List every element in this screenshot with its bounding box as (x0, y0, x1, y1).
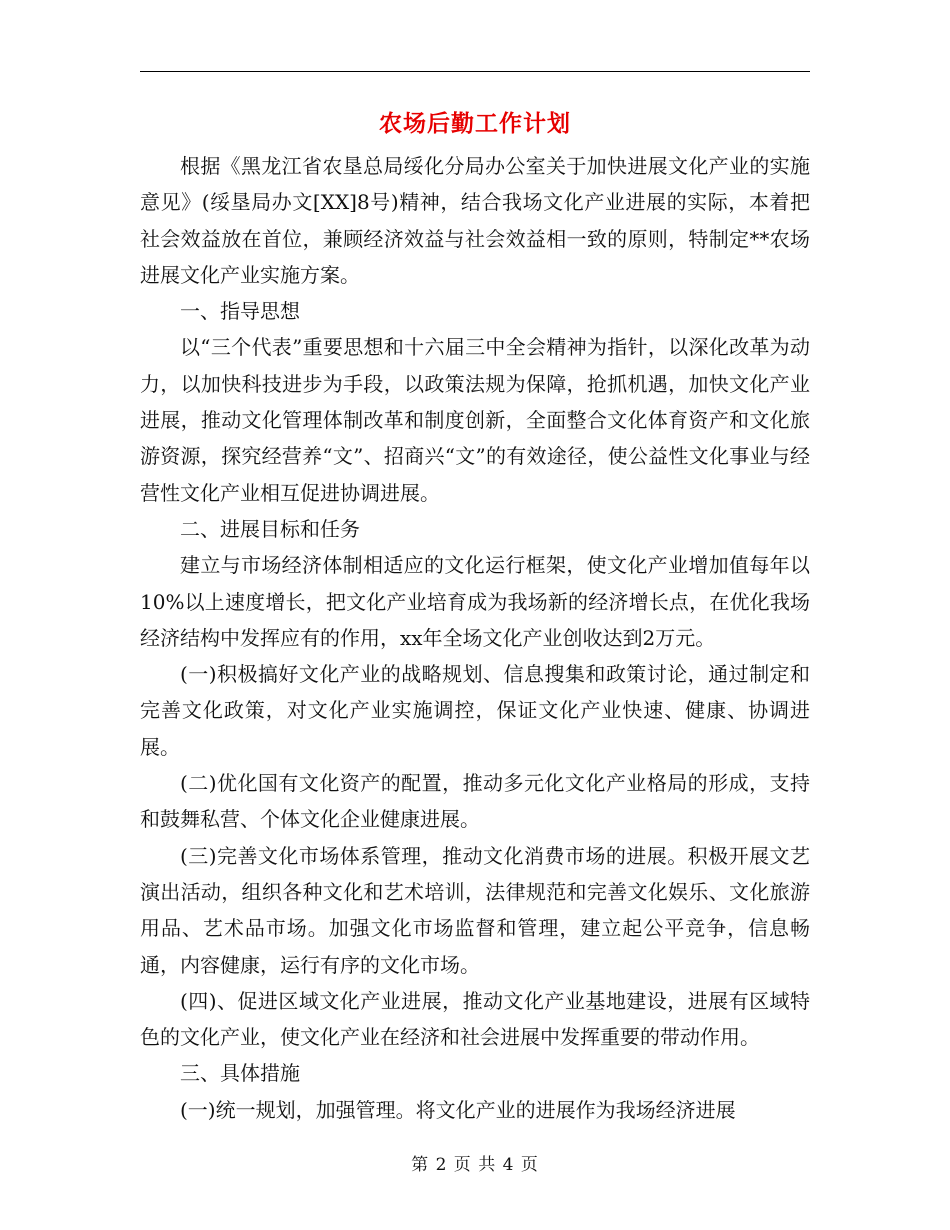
intro-paragraph: 根据《黑龙江省农垦总局绥化分局办公室关于加快进展文化产业的实施意见》(绥垦局办文[XX]8号)精神，结合我场文化产业进展的实际，本着把社会效益放在首位，兼顾经济效益与社会效益相一致的原则，特制定**农场进展文化产业实施方案。 (140, 154, 810, 287)
document-title: 农场后勤工作计划 (379, 110, 571, 137)
section-heading-measures: 三、具体措施 (180, 1061, 300, 1086)
goal-item-4: (四)、促进区域文化产业进展，推动文化产业基地建设，进展有区域特色的文化产业，使文化产业在经济和社会进展中发挥重要的带动作用。 (140, 988, 810, 1050)
guiding-ideology-paragraph: 以“三个代表”重要思想和十六届三中全会精神为指针，以深化改革为动力，以加快科技进步为手段，以政策法规为保障，抢抓机遇，加快文化产业进展，推动文化管理体制改革和制度创新，全面整合文化体育资产和文化旅游资源，探究经营养“文”、招商兴“文”的有效途径，使公益性文化事业与经营性文化产业相互促进协调进展。 (140, 335, 810, 505)
document-body (140, 148, 810, 1128)
header-rule (140, 71, 810, 72)
section-heading-guiding-ideology: 一、指导思想 (180, 299, 300, 324)
page-number-footer: 第 2 页 共 4 页 (411, 1155, 539, 1175)
goal-item-1: (一)积极搞好文化产业的战略规划、信息搜集和政策讨论，通过制定和完善文化政策，对文化产业实施调控，保证文化产业快速、健康、协调进展。 (140, 662, 810, 759)
measure-item-1: (一)统一规划，加强管理。将文化产业的进展作为我场经济进展 (180, 1097, 736, 1122)
goals-paragraph: 建立与市场经济体制相适应的文化运行框架，使文化产业增加值每年以10%以上速度增长，把文化产业培育成为我场新的经济增长点，在优化我场经济结构中发挥应有的作用，xx年全场文化产业创收达到2万元。 (140, 553, 810, 650)
section-heading-goals-tasks: 二、进展目标和任务 (180, 516, 360, 541)
goal-item-2: (二)优化国有文化资产的配置，推动多元化文化产业格局的形成，支持和鼓舞私营、个体文化企业健康进展。 (140, 771, 810, 832)
goal-item-3: (三)完善文化市场体系管理，推动文化消费市场的进展。积极开展文艺演出活动，组织各种文化和艺术培训，法律规范和完善文化娱乐、文化旅游用品、艺术品市场。加强文化市场监督和管理，建立起公平竞争，信息畅通，内容健康，运行有序的文化市场。 (140, 843, 810, 977)
